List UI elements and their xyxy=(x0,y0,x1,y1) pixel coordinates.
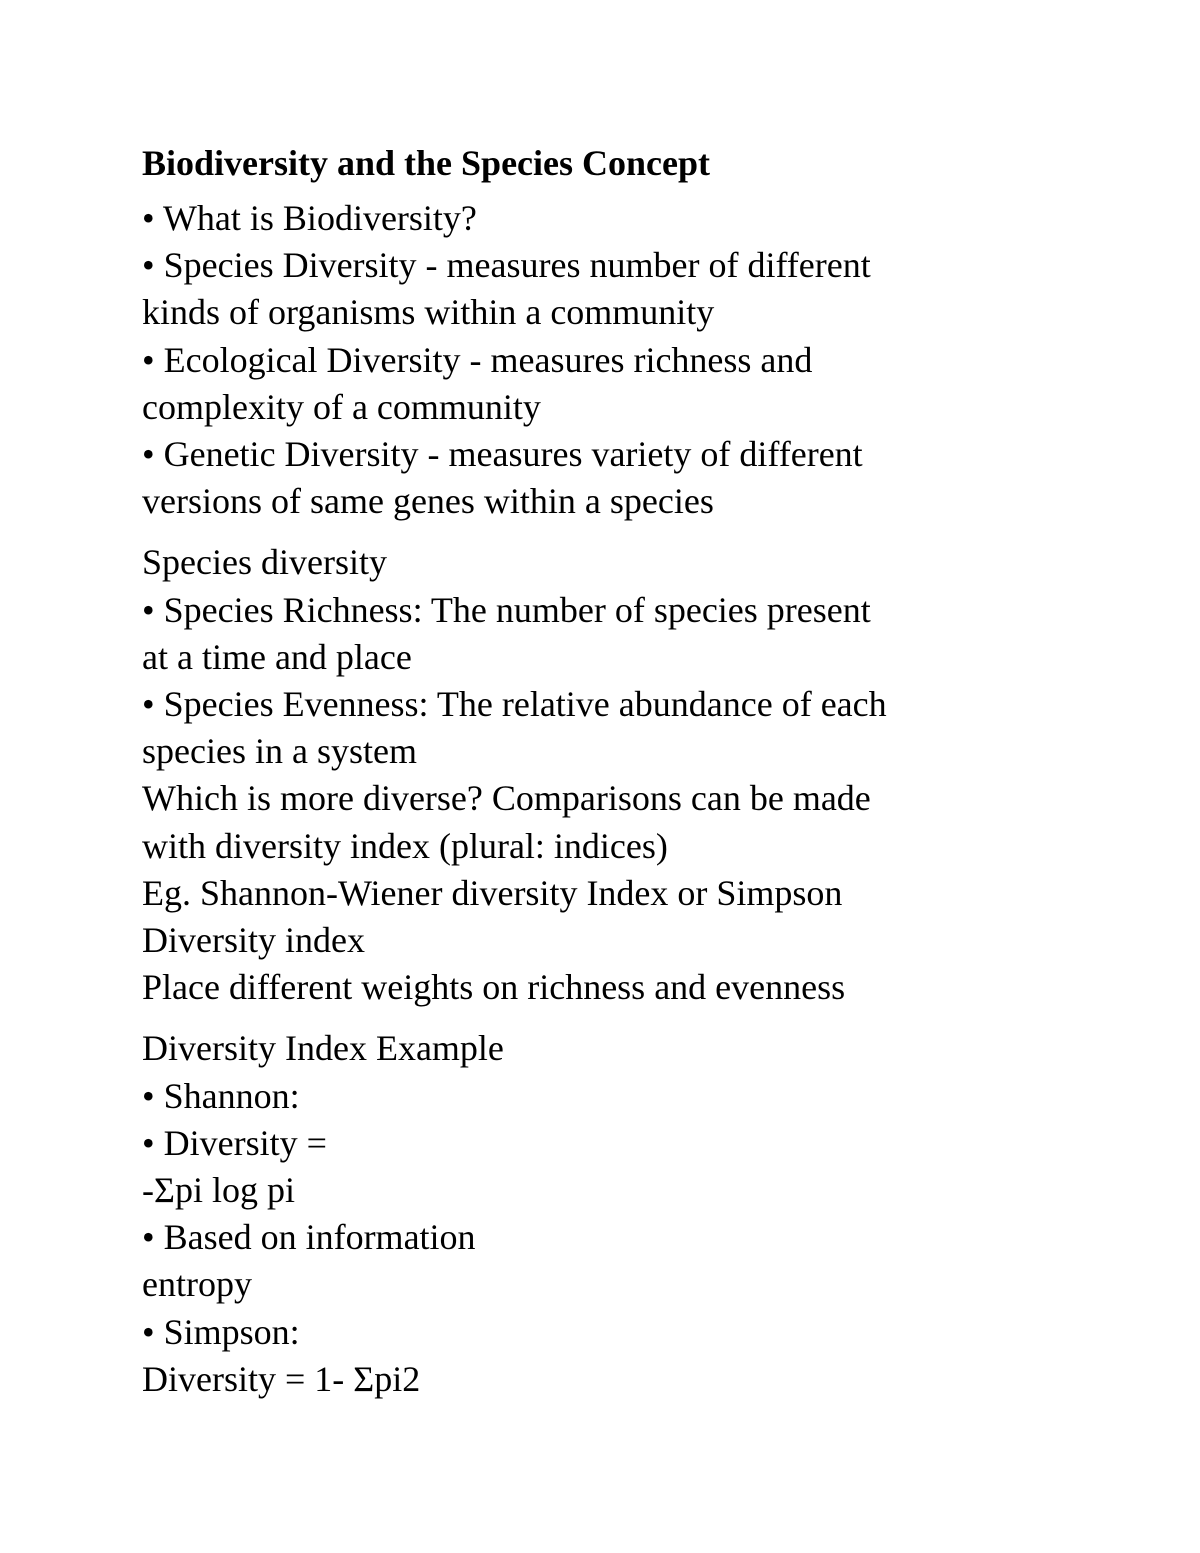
section-diversity-index-example xyxy=(142,1025,1042,1403)
text-line: Which is more diverse? Comparisons can be made xyxy=(142,778,871,819)
text-line: Diversity = 1- Σpi2 xyxy=(142,1358,421,1399)
document-title: Biodiversity and the Species Concept xyxy=(142,143,711,183)
text-line: complexity of a community xyxy=(142,386,541,427)
text-line: • Ecological Diversity - measures richness and xyxy=(142,339,813,380)
text-line: • Diversity = xyxy=(142,1122,327,1163)
text-line: Species diversity xyxy=(142,542,387,583)
text-line: versions of same genes within a species xyxy=(142,481,714,522)
text-line: entropy xyxy=(142,1264,252,1305)
section-species-diversity xyxy=(142,539,1042,1011)
text-line: -Σpi log pi xyxy=(142,1170,295,1211)
text-line: at a time and place xyxy=(142,636,412,677)
text-line: species in a system xyxy=(142,731,417,772)
text-line: • Simpson: xyxy=(142,1311,300,1352)
text-line: • Shannon: xyxy=(142,1075,300,1116)
text-line: • Genetic Diversity - measures variety of different xyxy=(142,434,863,475)
text-line: with diversity index (plural: indices) xyxy=(142,825,668,866)
text-line: Place different weights on richness and evenness xyxy=(142,967,846,1008)
text-line: • What is Biodiversity? xyxy=(142,198,477,238)
text-line: • Species Evenness: The relative abundance of each xyxy=(142,684,887,725)
text-line: • Species Richness: The number of species present xyxy=(142,589,871,630)
text-line: • Based on information xyxy=(142,1217,476,1258)
document-page xyxy=(142,140,1042,1403)
text-line: Diversity index xyxy=(142,920,365,961)
section-biodiversity-types xyxy=(142,195,1042,525)
text-line: • Species Diversity - measures number of different xyxy=(142,245,871,286)
text-line: Diversity Index Example xyxy=(142,1028,504,1069)
text-line: Eg. Shannon-Wiener diversity Index or Simpson xyxy=(142,872,843,913)
text-line: kinds of organisms within a community xyxy=(142,292,715,333)
